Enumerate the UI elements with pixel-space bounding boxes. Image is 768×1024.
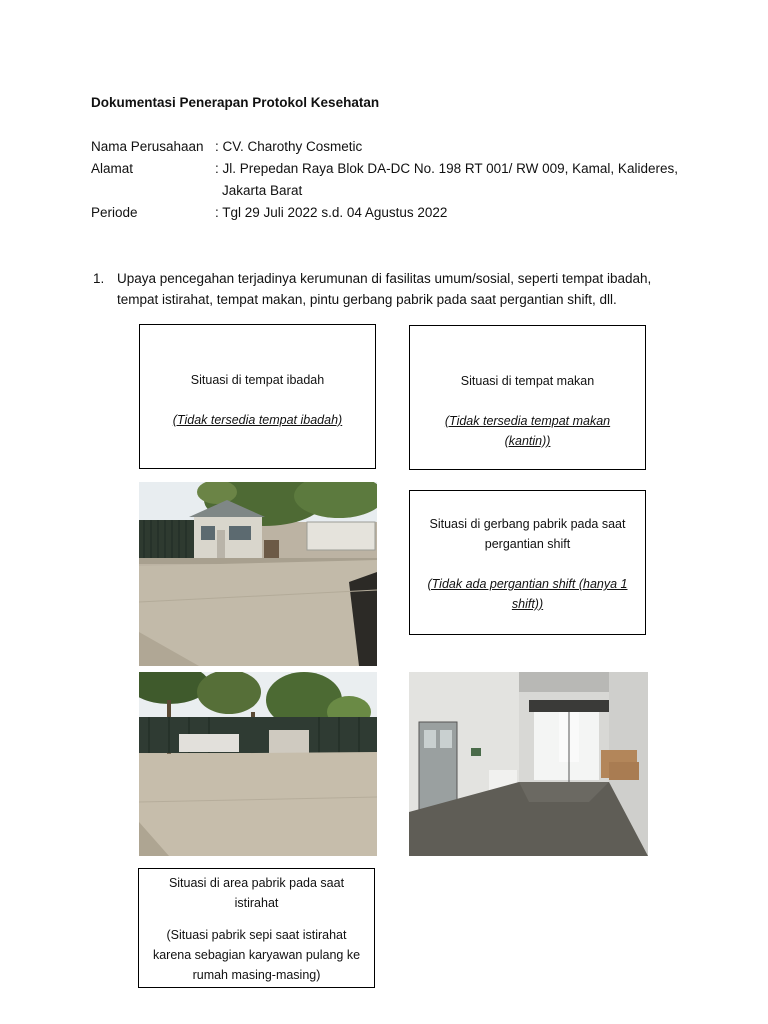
makan-note-line2: (kantin)) (504, 434, 551, 448)
gate-photo (139, 482, 377, 666)
period-value: : Tgl 29 Juli 2022 s.d. 04 Agustus 2022 (215, 205, 448, 220)
company-label: Nama Perusahaan (91, 139, 204, 154)
company-value: : CV. Charothy Cosmetic (215, 139, 363, 154)
ibadah-note: (Tidak tersedia tempat ibadah) (172, 413, 343, 427)
makan-note-line1: (Tidak tersedia tempat makan (444, 414, 611, 428)
document-title: Dokumentasi Penerapan Protokol Kesehatan (91, 95, 380, 110)
gerbang-box (409, 490, 646, 635)
list-text (117, 268, 697, 310)
address-value-line2: Jakarta Barat (222, 183, 303, 198)
address-value-line1: : Jl. Prepedan Raya Blok DA-DC No. 198 RT 001/ RW 009, Kamal, Kalideres, (215, 161, 678, 176)
list-number: 1. (93, 271, 105, 286)
interior-photo-image (409, 672, 648, 856)
istirahat-note-line3: rumah masing-masing) (192, 968, 321, 982)
ibadah-caption: Situasi di tempat ibadah (190, 373, 325, 387)
makan-caption: Situasi di tempat makan (460, 374, 595, 388)
gerbang-note-line2: shift)) (511, 597, 544, 611)
gerbang-caption-line1: Situasi di gerbang pabrik pada saat (429, 517, 626, 531)
gerbang-caption-line2: pergantian shift (484, 537, 571, 551)
list-text-line1: Upaya pencegahan terjadinya kerumunan di fasilitas umum/sosial, seperti tempat ibadah, (117, 271, 652, 286)
istirahat-note-line1: (Situasi pabrik sepi saat istirahat (166, 928, 347, 942)
gerbang-note-line1: (Tidak ada pergantian shift (hanya 1 (427, 577, 628, 591)
period-label: Periode (91, 205, 138, 220)
list-text-line2: tempat istirahat, tempat makan, pintu gerbang pabrik pada saat pergantian shift, dll. (117, 292, 617, 307)
address-label: Alamat (91, 161, 134, 176)
istirahat-caption-line2: istirahat (234, 896, 279, 910)
istirahat-note-line2: karena sebagian karyawan pulang ke (152, 948, 361, 962)
makan-box (409, 325, 646, 470)
yard-photo-image (139, 672, 377, 856)
gate-photo-image (139, 482, 377, 666)
ibadah-box (139, 324, 376, 469)
interior-photo (409, 672, 648, 856)
istirahat-caption-line1: Situasi di area pabrik pada saat (168, 876, 345, 890)
istirahat-box (138, 868, 375, 988)
yard-photo (139, 672, 377, 856)
